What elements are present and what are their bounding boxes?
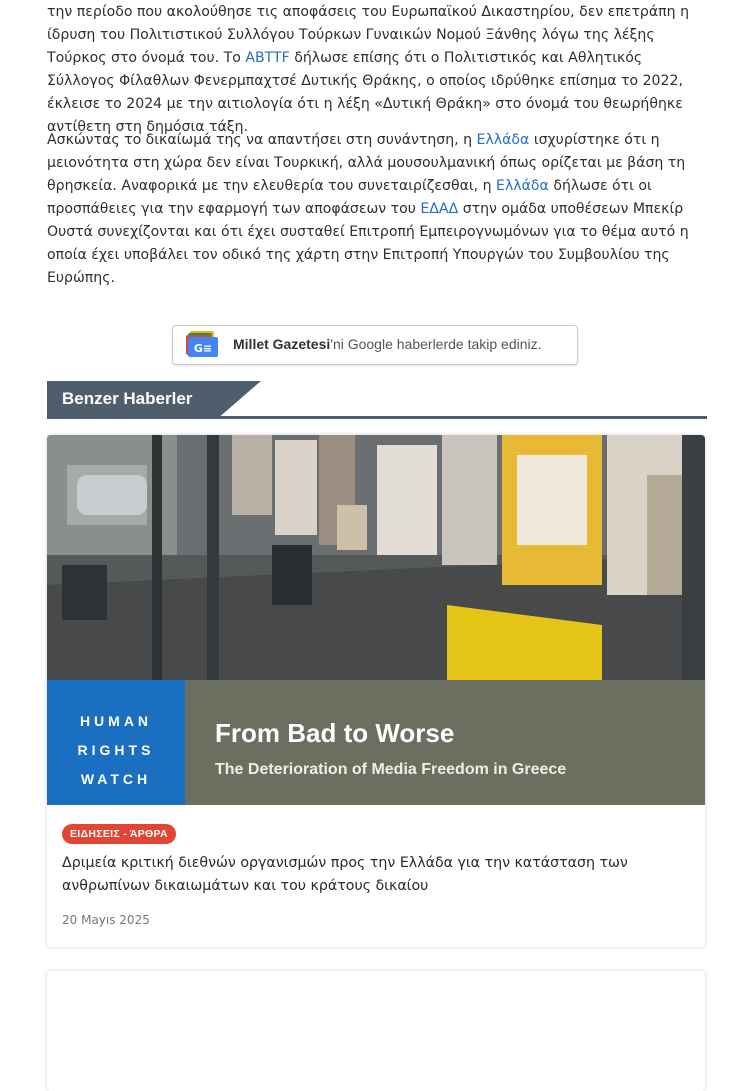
article-paragraph [47, 129, 707, 290]
news-card[interactable] [47, 971, 705, 1091]
hrw-logo-line: RIGHTS [77, 742, 155, 758]
paragraph-text: δήλωσε επίσης ότι ο Πολιτιστικός και Αθλητικός Σύλλογος Φίλαθλων Φενερμπαχτσέ Δυτικής Θράκης, ο οποίος ιδρύθηκε επίσημα το 2022, έκλεισε το 2024 με την αιτιολογία ότι η λέξη «Δυτική Θράκη» στο όνομά του θεωρήθηκε αντίθετη στη δημόσια τάξη. [47, 50, 683, 135]
hrw-logo-line: HUMAN [79, 713, 153, 729]
article-paragraph [47, 1, 707, 139]
section-underline [47, 416, 707, 419]
related-news-header [47, 381, 707, 419]
paragraph-text: δήλωσε ότι οι προσπάθειες για την εφαρμογή των αποφάσεων του [47, 178, 652, 217]
paragraph-text: στην ομάδα υποθέσεων Μπεκίρ Ουστά συνεχίζονται και ότι έχει συσταθεί Επιτροπή Εμπειρογνωμόνων για το θέμα αυτό η οποία έχει υποβάλει τον οδικό της χάρτη στην Επιτροπή Υπουργών του Συμβουλίου της Ευρώπης. [47, 201, 689, 286]
paragraph-text: ισχυρίστηκε ότι η μειονότητα στη χώρα δεν είναι Τουρκική, αλλά μουσουλμανική όπως ορίζεται με βάση τη θρησκεία. Αναφορικά με την ελευθερία του συνεταιρίζεσθαι, η [47, 132, 686, 194]
google-news-text [233, 336, 542, 352]
news-card[interactable] [47, 435, 705, 947]
news-card-title[interactable]: Δριμεία κριτική διεθνών οργανισμών προς την Ελλάδα για την κατάσταση των ανθρωπίνων δικαιωμάτων και του κράτους δικαίου [62, 855, 628, 894]
google-news-brand: Millet Gazetesi [233, 336, 331, 352]
paragraph-text: Ασκώντας το δικαίωμά της να απαντήσει στη συνάντηση, η [47, 132, 477, 148]
google-news-message: 'ni Google haberlerde takip ediniz. [330, 336, 542, 352]
link-ellada[interactable]: Ελλάδα [476, 132, 530, 148]
link-ellada[interactable]: Ελλάδα [496, 178, 549, 194]
section-title: Benzer Haberler [62, 389, 193, 408]
news-card-image[interactable] [47, 435, 705, 805]
news-card-date: 20 Mayıs 2025 [62, 913, 150, 927]
banner-headline: From Bad to Worse [215, 718, 455, 748]
link-edad[interactable]: ΕΔΑΔ [420, 201, 459, 217]
banner-subheadline: The Deterioration of Media Freedom in Greece [215, 761, 567, 778]
category-badge[interactable]: ΕΙΔΗΣΕΙΣ - ΆΡΘΡΑ [62, 824, 176, 844]
google-news-icon-text: G≡ [193, 342, 213, 355]
link-abttf[interactable]: ABTTF [245, 50, 290, 66]
section-tab-arrow [217, 381, 261, 419]
hrw-logo-line: WATCH [80, 771, 152, 787]
google-news-follow-button[interactable] [172, 325, 578, 365]
paragraph-text: την περίοδο που ακολούθησε τις αποφάσεις του Ευρωπαϊκού Δικαστηρίου, δεν επετράπη η ίδρυση του Πολιτιστικού Συλλόγου Τούρκων Γυναικών Νομού Ξάνθης λόγω της λέξης Τούρκος στο όνομά του. Το [47, 4, 690, 66]
google-news-icon [185, 331, 219, 359]
